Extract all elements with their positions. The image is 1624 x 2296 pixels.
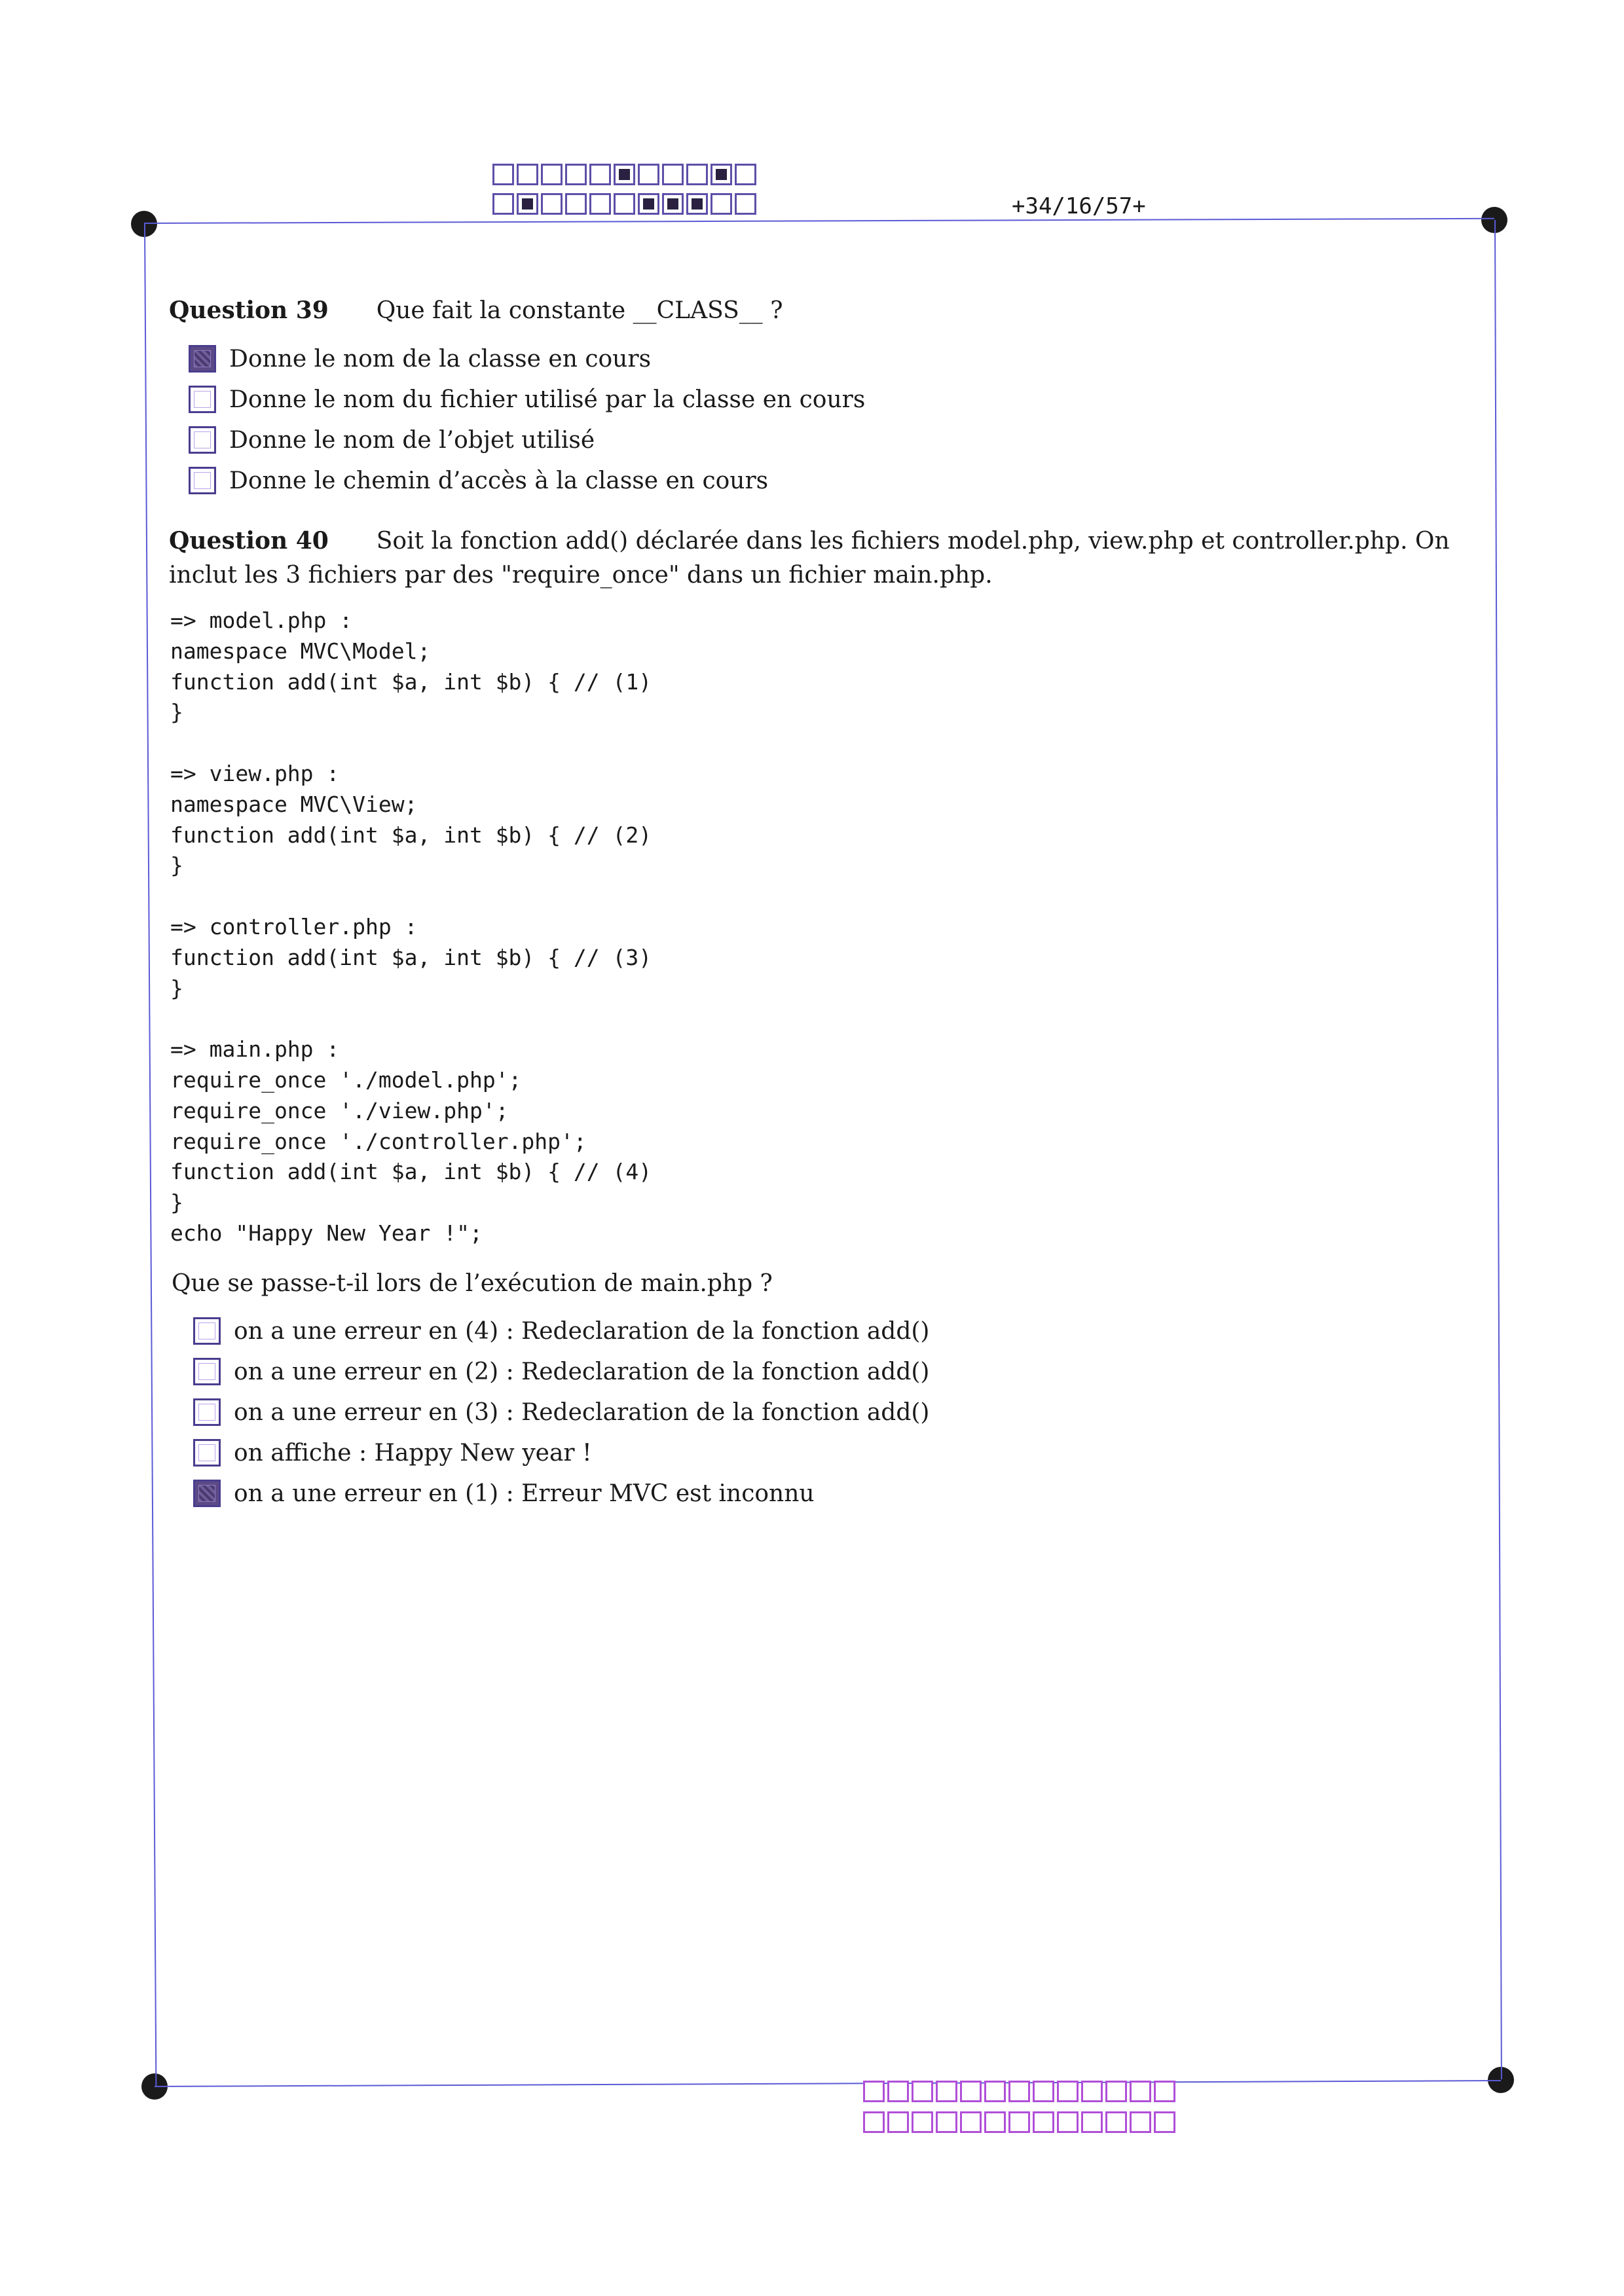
- code-box: [1057, 2081, 1079, 2102]
- q39-checkbox-1[interactable]: [189, 345, 216, 373]
- q39-checkbox-3[interactable]: [189, 426, 216, 454]
- code-box: [492, 193, 514, 215]
- code-box: [960, 2081, 982, 2102]
- q40-option-label: on affiche : Happy New year !: [234, 1439, 592, 1467]
- code-box: [1033, 2111, 1054, 2133]
- top-code-row-2: [492, 193, 756, 215]
- code-box: [984, 2111, 1006, 2133]
- bottom-code-row-2: [863, 2111, 1175, 2133]
- q40-prompt: Que se passe-t-il lors de l’exécution de main.php ?: [172, 1270, 773, 1297]
- code-box: [960, 2111, 982, 2133]
- q39-option[interactable]: [189, 386, 865, 413]
- code-box: [1130, 2111, 1151, 2133]
- code-box: [1081, 2081, 1103, 2102]
- code-box: [1154, 2111, 1175, 2133]
- code-box: [936, 2111, 957, 2133]
- q40-option[interactable]: [193, 1398, 929, 1426]
- q39-header: [169, 293, 783, 328]
- code-box: [1081, 2111, 1103, 2133]
- code-box: [614, 193, 635, 215]
- code-box: [565, 193, 587, 215]
- q40-option-label: on a une erreur en (1) : Erreur MVC est inconnu: [234, 1480, 815, 1507]
- code-box: [912, 2111, 933, 2133]
- q40-option-label: on a une erreur en (4) : Redeclaration de la fonction add(): [234, 1317, 930, 1345]
- q40-option[interactable]: [193, 1358, 929, 1385]
- page-id: +34/16/57+: [1012, 193, 1146, 219]
- q40-checkbox-5[interactable]: [193, 1480, 221, 1507]
- code-box: [686, 193, 708, 215]
- q40-option-label: on a une erreur en (2) : Redeclaration de la fonction add(): [234, 1358, 930, 1385]
- code-box: [863, 2111, 885, 2133]
- q39-text: Que fait la constante __CLASS__ ?: [376, 297, 783, 324]
- code-box: [1105, 2111, 1127, 2133]
- code-box: [1130, 2081, 1151, 2102]
- code-box: [1154, 2081, 1175, 2102]
- q40-option[interactable]: [193, 1480, 815, 1507]
- code-box: [735, 164, 756, 185]
- frame-right: [1494, 220, 1502, 2079]
- code-box: [1008, 2081, 1030, 2102]
- code-box: [686, 164, 708, 185]
- frame-top: [144, 218, 1494, 224]
- code-box: [735, 193, 756, 215]
- q40-header: [169, 524, 1479, 592]
- code-box: [710, 193, 732, 215]
- frame-left: [144, 224, 157, 2086]
- code-box: [662, 164, 684, 185]
- q40-code-block: => model.php : namespace MVC\Model; function add(int $a, int $b) { // (1) } => view.php : namespace MVC\View; function add(int $a, int $b) { // (2) } => controller.php : function add(int $a, int $b) { // (3) } => main.php : require_once './model.php'; require_once './view.php'; require_once './controller.php'; function add(int $a, int $b) { // (4) } echo "Happy New Year !";: [170, 608, 652, 1246]
- bottom-code-row-1: [863, 2081, 1175, 2102]
- q40-text: Soit la fonction add() déclarée dans les fichiers model.php, view.php et controller.php. On inclut les 3 fichiers par des "require_once" dans un fichier main.php.: [169, 528, 1450, 589]
- q40-checkbox-4[interactable]: [193, 1439, 221, 1467]
- code-box: [589, 193, 611, 215]
- code-box: [1105, 2081, 1127, 2102]
- frame-bottom: [155, 2080, 1501, 2087]
- q39-label: Question 39: [169, 297, 329, 324]
- code-box: [936, 2081, 957, 2102]
- code-box: [541, 164, 563, 185]
- code-box: [887, 2081, 909, 2102]
- q39-checkbox-4[interactable]: [189, 467, 216, 494]
- q39-option-label: Donne le chemin d’accès à la classe en cours: [229, 467, 769, 494]
- code-box: [912, 2081, 933, 2102]
- q40-option[interactable]: [193, 1439, 592, 1467]
- q40-option-label: on a une erreur en (3) : Redeclaration de la fonction add(): [234, 1398, 930, 1426]
- code-box: [614, 164, 635, 185]
- q40-checkbox-3[interactable]: [193, 1398, 221, 1426]
- q39-option-label: Donne le nom de l’objet utilisé: [229, 426, 595, 454]
- q39-option[interactable]: [189, 467, 768, 494]
- code-box: [710, 164, 732, 185]
- code-box: [517, 164, 538, 185]
- q40-checkbox-1[interactable]: [193, 1317, 221, 1345]
- q40-checkbox-2[interactable]: [193, 1358, 221, 1385]
- code-box: [887, 2111, 909, 2133]
- q39-option[interactable]: [189, 426, 595, 454]
- code-box: [1057, 2111, 1079, 2133]
- q39-checkbox-2[interactable]: [189, 386, 216, 413]
- code-box: [492, 164, 514, 185]
- code-box: [589, 164, 611, 185]
- q40-label: Question 40: [169, 527, 329, 555]
- code-box: [1033, 2081, 1054, 2102]
- code-box: [984, 2081, 1006, 2102]
- code-box: [517, 193, 538, 215]
- q39-option[interactable]: [189, 345, 651, 373]
- q39-option-label: Donne le nom de la classe en cours: [229, 345, 652, 373]
- q39-option-label: Donne le nom du fichier utilisé par la classe en cours: [229, 386, 866, 413]
- code-box: [638, 164, 659, 185]
- code-box: [863, 2081, 885, 2102]
- code-box: [638, 193, 659, 215]
- code-box: [541, 193, 563, 215]
- q40-option[interactable]: [193, 1317, 929, 1345]
- code-box: [565, 164, 587, 185]
- code-box: [662, 193, 684, 215]
- top-code-row-1: [492, 164, 756, 185]
- code-box: [1008, 2111, 1030, 2133]
